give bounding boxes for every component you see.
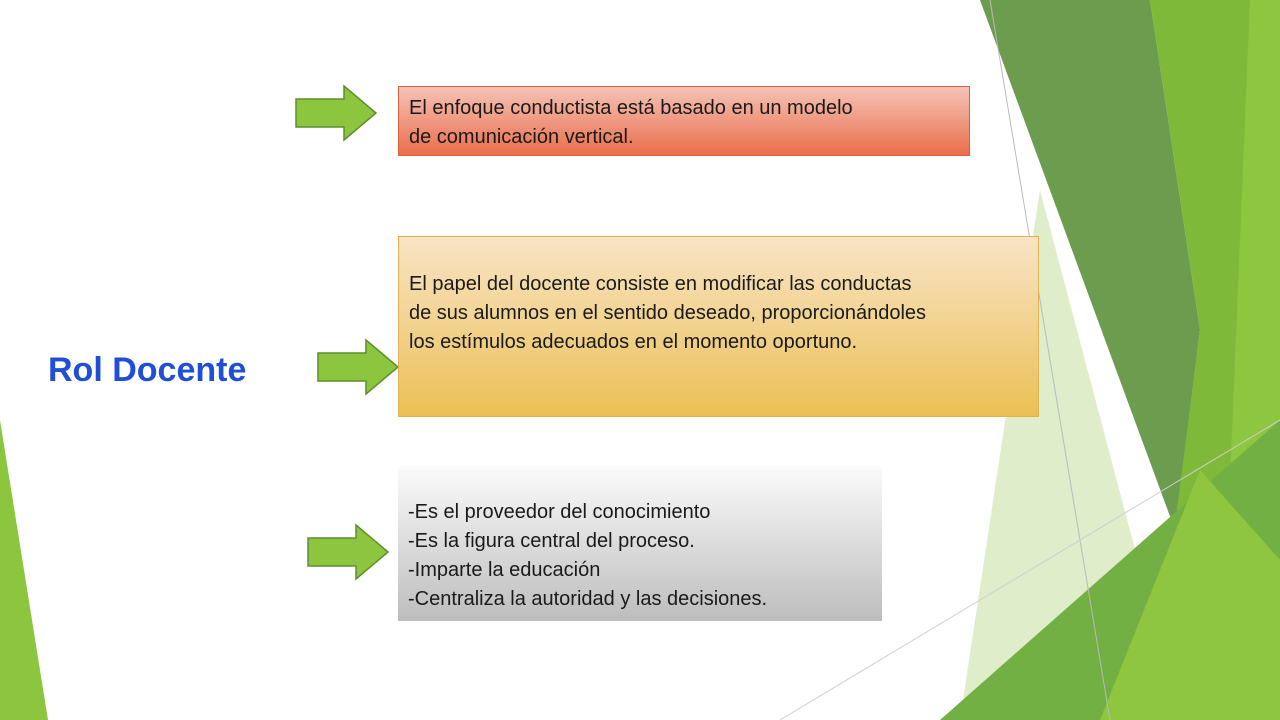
box-communication-model [398, 86, 970, 156]
box-text-line: de comunicación vertical. [409, 126, 634, 148]
box-teacher-role [398, 236, 1039, 417]
box-text-line: -Centraliza la autoridad y las decisiones. [408, 588, 768, 610]
arrow-right-icon [294, 84, 378, 142]
box-text-line: -Es la figura central del proceso. [408, 530, 695, 552]
box-text-line: -Imparte la educación [408, 559, 601, 581]
box-text-line: de sus alumnos en el sentido deseado, proporcionándoles [409, 302, 927, 324]
page-title: Rol Docente [48, 351, 247, 389]
box-teacher-traits [398, 466, 882, 621]
box-text-line: El enfoque conductista está basado en un modelo [409, 97, 853, 119]
box-text-line: -Es el proveedor del conocimiento [408, 501, 711, 523]
box-text-line: los estímulos adecuados en el momento oportuno. [409, 331, 858, 353]
box-text-line: El papel del docente consiste en modificar las conductas [409, 273, 912, 295]
left-green-sliver [0, 420, 48, 720]
arrow-right-icon [306, 523, 390, 581]
arrow-right-icon [316, 338, 400, 396]
